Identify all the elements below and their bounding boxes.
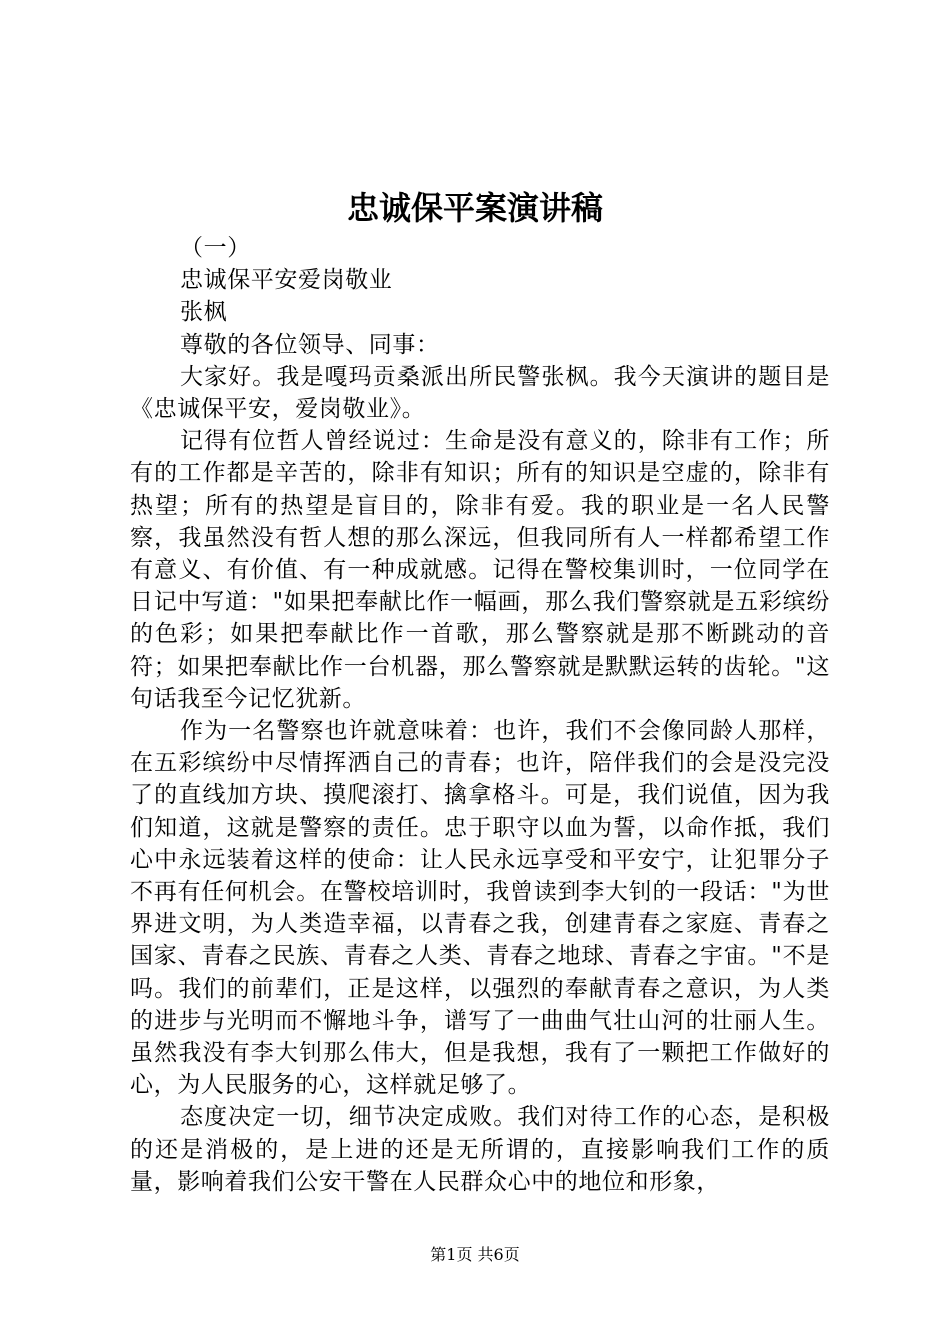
paragraph-salutation: 尊敬的各位领导、同事： (180, 331, 440, 358)
document-body (130, 232, 830, 1198)
paragraph-author: 张枫 (180, 299, 228, 326)
paragraph-body: 大家好。我是嘎玛贡桑派出所民警张枫。我今天演讲的题目是《忠诚保平安，爱岗敬业》。 (130, 363, 830, 423)
paragraph-body: 作为一名警察也许就意味着：也许，我们不会像同龄人那样，在五彩缤纷中尽情挥洒自己的青春；也许，陪伴我们的会是没完没了的直线加方块、摸爬滚打、擒拿格斗。可是，我们说值，因为我们知道，这就是警察的责任。忠于职守以血为誓，以命作抵，我们心中永远装着这样的使命：让人民永远享受和平安宁，让犯罪分子不再有任何机会。在警校培训时，我曾读到李大钊的一段话："为世界进文明，为人类造幸福，以青春之我，创建青春之家庭、青春之国家、青春之民族、青春之人类、青春之地球、青春之宇宙。"不是吗。我们的前辈们，正是这样，以强烈的奉献青春之意识，为人类的进步与光明而不懈地斗争，谱写了一曲曲气壮山河的壮丽人生。虽然我没有李大钊那么伟大，但是我想，我有了一颗把工作做好的心，为人民服务的心，这样就足够了。 (130, 718, 830, 1099)
paragraph-body: 态度决定一切，细节决定成败。我们对待工作的心态，是积极的还是消极的，是上进的还是无所谓的，直接影响我们工作的质量，影响着我们公安干警在人民群众心中的地位和形象， (130, 1104, 830, 1195)
paragraph-section-number: （一） (180, 235, 251, 261)
paragraph-body: 记得有位哲人曾经说过：生命是没有意义的，除非有工作；所有的工作都是辛苦的，除非有知识；所有的知识是空虚的，除非有热望；所有的热望是盲目的，除非有爱。我的职业是一名人民警察，我虽然没有哲人想的那么深远，但我同所有人一样都希望工作有意义、有价值、有一种成就感。记得在警校集训时，一位同学在日记中写道："如果把奉献比作一幅画，那么我们警察就是五彩缤纷的色彩；如果把奉献比作一首歌，那么警察就是那不断跳动的音符；如果把奉献比作一台机器，那么警察就是默默运转的齿轮。"这句话我至今记忆犹新。 (130, 428, 830, 712)
page-footer: 第1页 共6页 (430, 1245, 520, 1264)
document-title: 忠诚保平案演讲稿 (346, 189, 603, 227)
paragraph-subtitle: 忠诚保平安爱岗敬业 (180, 267, 393, 294)
